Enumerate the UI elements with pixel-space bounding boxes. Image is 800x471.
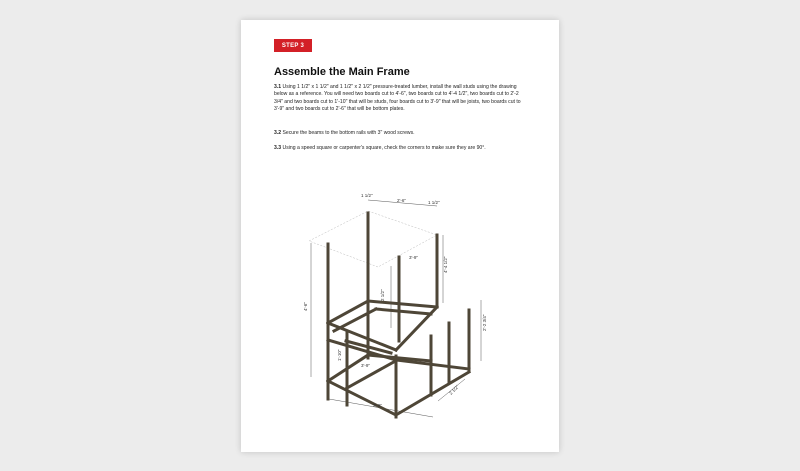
dim-label: 2'-6" (397, 198, 406, 203)
dim-label: 3'-9" (409, 255, 418, 260)
page-title: Assemble the Main Frame (274, 66, 410, 78)
instruction-3-1 (274, 84, 526, 114)
step-number: 3.1 (274, 84, 282, 90)
dim-label: 1 1/2" (428, 200, 440, 205)
dim-label: 3'-9" (373, 403, 382, 408)
dim-label: 1'-10" (337, 349, 342, 361)
frame-diagram (301, 183, 501, 433)
instruction-text: Secure the beams to the bottom rails with 3" wood screws. (281, 130, 415, 136)
dim-label: 4'-6" (303, 302, 308, 311)
lumber-frame (328, 213, 469, 417)
instruction-3-2 (274, 130, 526, 137)
document-page (241, 20, 559, 452)
step-badge: STEP 3 (274, 39, 312, 52)
instruction-text: Using a speed square or carpenter's square, check the corners to make sure they are 90°. (281, 145, 486, 151)
instruction-3-3 (274, 145, 526, 152)
dim-label: 4'-4 1/2" (443, 256, 448, 273)
step-number: 3.3 (274, 145, 282, 151)
dim-label: 3'-9" (361, 363, 370, 368)
instruction-text: Using 1 1/2" x 1 1/2" and 1 1/2" x 2 1/2" pressure-treated lumber, install the wall studs using the drawing below as a reference. You will need two boards cut to 4'-6", two boards cut to 4'-4 1/2", two boards cut to 2'-2 3/4" and two boards cut to 1'-10" that will be studs, four boards cut to 3'-9" that will be joists, two boards cut to 3'-9" and two boards cut to 2'-6" that will be bottom plates. (274, 84, 521, 113)
step-number: 3.2 (274, 130, 282, 136)
dim-label: 1 1/2" (361, 193, 373, 198)
dim-label: 2 1/2" (380, 289, 385, 301)
dim-label: 2 1/2" (448, 383, 460, 396)
dim-label: 2'-2 3/4" (482, 314, 487, 331)
